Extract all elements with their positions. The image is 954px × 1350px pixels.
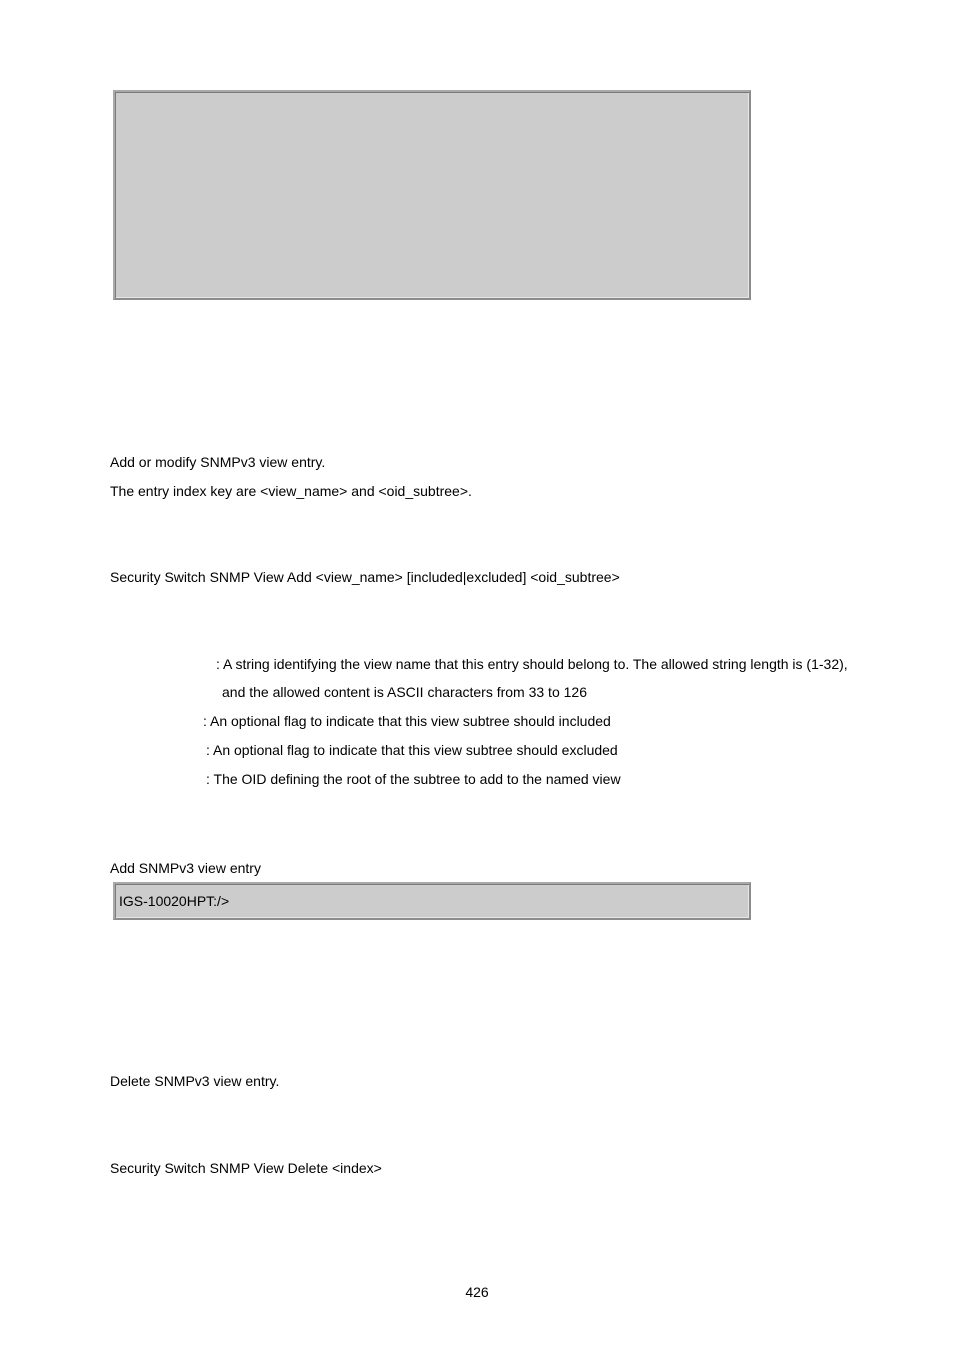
view-add-example-caption: Add SNMPv3 view entry: [110, 860, 261, 876]
cli-prompt: IGS-10020HPT:/>: [119, 893, 230, 909]
view-add-description-line-2: The entry index key are <view_name> and <oid_subtree>.: [110, 483, 472, 499]
view-add-example-box: [113, 882, 751, 920]
top-code-example-box: [113, 90, 751, 300]
view-delete-syntax: Security Switch SNMP View Delete <index>: [110, 1160, 382, 1176]
view-add-description-line-1: Add or modify SNMPv3 view entry.: [110, 454, 326, 470]
parameter-view-name-desc-cont: and the allowed content is ASCII characters from 33 to 126: [222, 684, 587, 700]
parameter-view-name-desc: : A string identifying the view name that this entry should belong to. The allowed string length is (1-32),: [216, 656, 848, 672]
parameter-included-desc: : An optional flag to indicate that this view subtree should included: [203, 713, 611, 729]
view-add-syntax: Security Switch SNMP View Add <view_name> [included|excluded] <oid_subtree>: [110, 569, 620, 585]
parameter-oid-subtree-desc: : The OID defining the root of the subtree to add to the named view: [206, 771, 621, 787]
view-delete-description: Delete SNMPv3 view entry.: [110, 1073, 280, 1089]
parameter-excluded-desc: : An optional flag to indicate that this view subtree should excluded: [206, 742, 618, 758]
page-number: 426: [465, 1284, 489, 1300]
